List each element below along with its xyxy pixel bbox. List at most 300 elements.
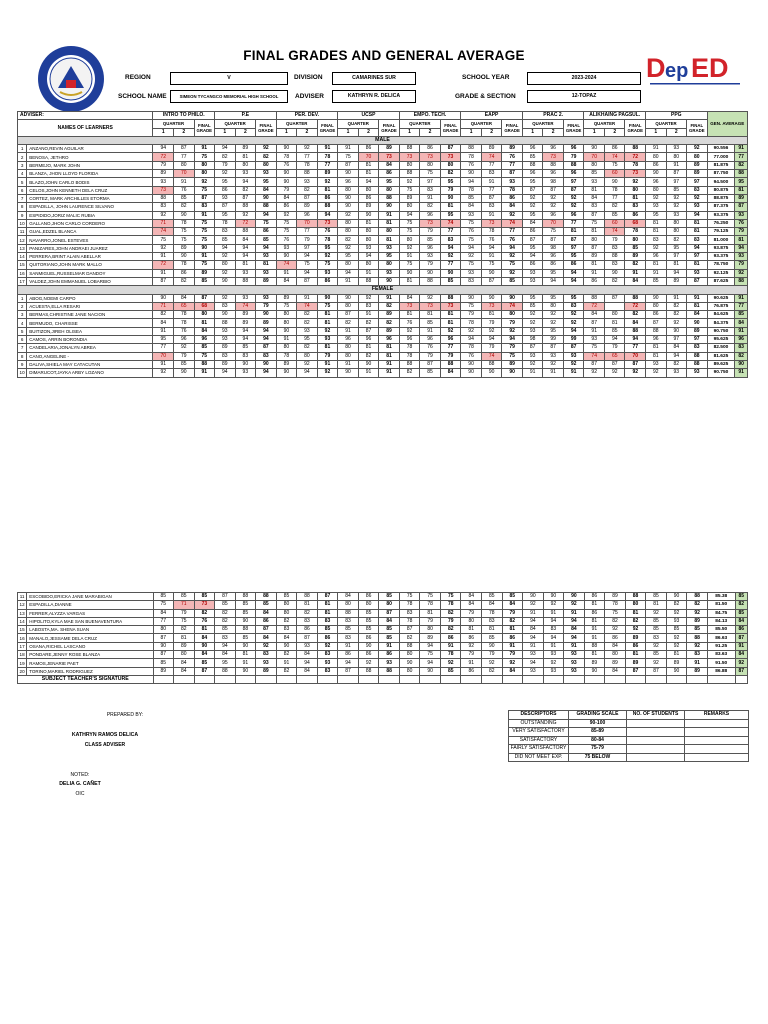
final-grade-cell: 74 bbox=[440, 219, 461, 227]
learner-name: ESPADILLA,DIANNE bbox=[27, 601, 153, 609]
final-grade-cell: 75 bbox=[317, 302, 338, 310]
final-grade-cell: 96 bbox=[379, 336, 400, 344]
quarter-grade-cell: 82 bbox=[605, 617, 626, 625]
quarter-grade-cell: 85 bbox=[358, 626, 379, 634]
student-row bbox=[18, 261, 748, 269]
adviser-label: ADVISER bbox=[295, 93, 324, 100]
general-average-final-cell: 81 bbox=[735, 236, 748, 244]
quarter-grade-cell: 81 bbox=[604, 319, 625, 327]
quarter-grade-cell: 85 bbox=[522, 302, 543, 310]
final-grade-cell: 68 bbox=[625, 219, 646, 227]
quarter-grade-cell: 91 bbox=[543, 609, 564, 617]
final-grade-cell: 88 bbox=[194, 360, 215, 368]
learner-name: RAMOS,JENARIE PAET bbox=[27, 659, 153, 667]
quarter-grade-cell: 98 bbox=[543, 178, 564, 186]
quarter-1-header: 1 bbox=[522, 128, 543, 136]
final-grade-cell: 91 bbox=[317, 360, 338, 368]
quarter-grade-cell: 91 bbox=[235, 659, 256, 667]
descriptor-label: SATISFACTORY bbox=[509, 736, 569, 745]
final-grade-cell: 92 bbox=[563, 311, 584, 319]
quarter-grade-cell: 86 bbox=[338, 651, 359, 659]
final-grade-cell: 95 bbox=[440, 178, 461, 186]
descriptor-label: FAIRLY SATISFACTORY bbox=[509, 745, 569, 754]
quarter-grade-cell: 96 bbox=[646, 253, 667, 261]
quarter-grade-cell: 79 bbox=[153, 161, 174, 169]
final-grade-cell: 92 bbox=[317, 642, 338, 650]
final-grade-cell: 92 bbox=[687, 609, 708, 617]
general-average-final-cell: 91 bbox=[735, 369, 748, 377]
final-grade-cell: 87 bbox=[625, 360, 646, 368]
quarter-grade-cell: 81 bbox=[481, 311, 502, 319]
quarter-grade-cell: 82 bbox=[215, 153, 236, 161]
quarter-grade-cell: 85 bbox=[420, 236, 441, 244]
final-grade-cell: 87 bbox=[194, 667, 215, 675]
final-word: FINAL bbox=[444, 123, 457, 129]
final-grade-cell: 92 bbox=[317, 369, 338, 377]
signature-cell bbox=[687, 675, 708, 683]
quarter-grade-cell: 80 bbox=[646, 153, 667, 161]
final-grade-cell: 93 bbox=[317, 269, 338, 277]
signature-cell bbox=[174, 675, 195, 683]
quarter-grade-cell: 90 bbox=[215, 277, 236, 285]
quarter-grade-cell: 80 bbox=[297, 352, 318, 360]
learner-number: 2 bbox=[18, 302, 27, 310]
quarter-1-header: 1 bbox=[461, 128, 482, 136]
quarter-grade-cell: 93 bbox=[523, 651, 544, 659]
quarter-grade-cell: 88 bbox=[235, 228, 256, 236]
quarter-grade-cell: 93 bbox=[646, 360, 667, 368]
final-grade-cell: 91 bbox=[194, 211, 215, 219]
final-grade-cell: 85 bbox=[625, 244, 646, 252]
final-grade-header bbox=[625, 120, 646, 137]
quarter-grade-cell: 75 bbox=[420, 593, 441, 601]
quarter-grade-cell: 84 bbox=[276, 277, 297, 285]
final-grade-cell: 81 bbox=[317, 186, 338, 194]
final-grade-cell: 92 bbox=[502, 269, 523, 277]
quarter-2-header: 2 bbox=[174, 128, 195, 136]
quarter-grade-cell: 90 bbox=[358, 211, 379, 219]
final-grade-cell: 77 bbox=[317, 161, 338, 169]
final-grade-cell: 84 bbox=[256, 609, 277, 617]
quarter-2-header: 2 bbox=[543, 128, 564, 136]
learner-number: 5 bbox=[18, 178, 27, 186]
quarter-grade-cell: 78 bbox=[604, 186, 625, 194]
general-average-cell: 95.625 bbox=[707, 336, 735, 344]
quarter-grade-cell: 74 bbox=[153, 228, 174, 236]
quarter-grade-cell: 87 bbox=[399, 626, 420, 634]
quarter-grade-cell: 79 bbox=[481, 319, 502, 327]
learner-name: NAVARRO,JONEL ESTEVES bbox=[27, 236, 153, 244]
final-grade-cell: 81 bbox=[379, 344, 400, 352]
general-average-cell: 90.556 bbox=[707, 145, 735, 153]
quarter-grade-cell: 82 bbox=[297, 186, 318, 194]
quarter-grade-cell: 90 bbox=[481, 269, 502, 277]
quarter-grade-cell: 91 bbox=[481, 253, 502, 261]
quarter-grade-cell: 96 bbox=[420, 336, 441, 344]
student-count-cell bbox=[627, 753, 685, 762]
quarter-grade-cell: 86 bbox=[543, 261, 564, 269]
final-grade-cell: 84 bbox=[625, 277, 646, 285]
quarter-grade-cell: 81 bbox=[399, 277, 420, 285]
quarter-grade-cell: 89 bbox=[153, 170, 174, 178]
general-average-cell: 93.875 bbox=[707, 244, 735, 252]
final-grade-cell: 76 bbox=[502, 236, 523, 244]
quarter-grade-cell: 87 bbox=[543, 344, 564, 352]
remarks-cell bbox=[685, 753, 749, 762]
learner-name: PERRERA,BRINT ALAIN ABELLAR bbox=[27, 253, 153, 261]
quarter-grade-cell: 78 bbox=[297, 161, 318, 169]
quarter-grade-cell: 88 bbox=[522, 161, 543, 169]
quarter-grade-cell: 96 bbox=[522, 170, 543, 178]
general-average-cell: 93.375 bbox=[707, 211, 735, 219]
final-grade-cell: 72 bbox=[625, 302, 646, 310]
quarter-grade-cell: 82 bbox=[399, 369, 420, 377]
quarter-grade-cell: 90 bbox=[276, 642, 297, 650]
quarter-grade-cell: 79 bbox=[604, 236, 625, 244]
final-grade-cell: 74 bbox=[502, 302, 523, 310]
quarter-grade-cell: 79 bbox=[461, 311, 482, 319]
learner-number: 18 bbox=[18, 651, 27, 659]
quarter-grade-cell: 89 bbox=[399, 194, 420, 202]
quarter-grade-cell: 78 bbox=[605, 601, 626, 609]
quarter-grade-cell: 94 bbox=[338, 269, 359, 277]
quarter-grade-cell: 82 bbox=[276, 651, 297, 659]
general-average-cell: 91.25 bbox=[707, 642, 735, 650]
quarter-grade-cell: 80 bbox=[358, 236, 379, 244]
final-grade-cell: 86 bbox=[502, 634, 523, 642]
general-average-cell: 94.500 bbox=[707, 178, 735, 186]
quarter-grade-cell: 87 bbox=[297, 634, 318, 642]
signature-cell bbox=[276, 675, 297, 683]
final-grade-cell: 94 bbox=[687, 211, 708, 219]
quarter-grade-cell: 92 bbox=[358, 294, 379, 302]
quarter-grade-cell: 79 bbox=[420, 617, 441, 625]
quarter-grade-cell: 85 bbox=[666, 626, 687, 634]
quarter-grade-cell: 90 bbox=[584, 145, 605, 153]
final-grade-cell: 88 bbox=[625, 145, 646, 153]
quarter-grade-cell: 94 bbox=[297, 269, 318, 277]
quarter-grade-cell: 80 bbox=[276, 601, 297, 609]
descriptor-row bbox=[509, 753, 749, 762]
quarter-grade-cell: 80 bbox=[276, 609, 297, 617]
signature-cell bbox=[584, 675, 605, 683]
learner-number: 10 bbox=[18, 219, 27, 227]
final-word: FINAL bbox=[567, 123, 580, 129]
quarter-grade-cell: 89 bbox=[174, 642, 195, 650]
final-grade-cell: 81 bbox=[687, 219, 708, 227]
general-average-cell: 82.500 bbox=[707, 344, 735, 352]
quarter-grade-cell: 82 bbox=[399, 634, 420, 642]
general-average-cell: 81.875 bbox=[707, 161, 735, 169]
quarter-grade-cell: 87 bbox=[584, 360, 605, 368]
subject-header: PRAC 2. bbox=[522, 112, 584, 120]
section-label: MALE bbox=[18, 136, 748, 144]
quarter-grade-cell: 87 bbox=[297, 194, 318, 202]
learner-name: TORINO,MARIEL RODRIGUEZ bbox=[27, 667, 153, 675]
final-grade-cell: 83 bbox=[194, 203, 215, 211]
student-row bbox=[18, 244, 748, 252]
quarter-grade-cell: 90 bbox=[276, 253, 297, 261]
learner-name: ANZANO,REVIN AGUILAR bbox=[27, 145, 153, 153]
quarter-grade-cell: 87 bbox=[338, 161, 359, 169]
quarter-grade-cell: 85 bbox=[235, 601, 256, 609]
quarter-grade-cell: 91 bbox=[338, 327, 359, 335]
quarter-grade-cell: 93 bbox=[235, 269, 256, 277]
final-grade-cell: 97 bbox=[687, 336, 708, 344]
grade-word: GRADE bbox=[258, 128, 274, 134]
quarter-grade-cell: 85 bbox=[215, 236, 236, 244]
quarter-grade-cell: 96 bbox=[338, 178, 359, 186]
quarter-grade-cell: 90 bbox=[604, 178, 625, 186]
final-grade-cell: 86 bbox=[317, 194, 338, 202]
learner-number: 11 bbox=[18, 228, 27, 236]
final-grade-cell: 81 bbox=[379, 352, 400, 360]
quarter-grade-cell: 91 bbox=[358, 269, 379, 277]
final-grade-cell: 92 bbox=[440, 327, 461, 335]
quarter-grade-cell: 87 bbox=[215, 593, 236, 601]
quarter-grade-cell: 80 bbox=[338, 186, 359, 194]
quarter-grade-cell: 80 bbox=[235, 161, 256, 169]
quarter-grade-cell: 94 bbox=[215, 369, 236, 377]
quarter-grade-cell: 78 bbox=[174, 261, 195, 269]
subject-header: ALIKHAING PAGSUL. bbox=[584, 112, 646, 120]
grade-word: GRADE bbox=[442, 128, 459, 134]
learner-name: ESPIDIDO,JORIZ MALIC RUBIA bbox=[27, 211, 153, 219]
quarter-grade-cell: 87 bbox=[235, 194, 256, 202]
final-grade-cell: 86 bbox=[379, 170, 400, 178]
learner-number: 16 bbox=[18, 634, 27, 642]
quarter-grade-cell: 73 bbox=[420, 219, 441, 227]
quarter-grade-cell: 82 bbox=[297, 311, 318, 319]
quarter-grade-cell: 92 bbox=[522, 319, 543, 327]
signature-cell bbox=[461, 675, 482, 683]
final-grade-cell: 79 bbox=[502, 344, 523, 352]
final-grade-cell: 83 bbox=[687, 344, 708, 352]
quarter-grade-cell: 86 bbox=[358, 651, 379, 659]
grades-table bbox=[17, 111, 748, 378]
quarter-header: QUARTER bbox=[153, 120, 194, 128]
final-grade-cell: 90 bbox=[379, 277, 400, 285]
quarter-grade-cell: 83 bbox=[235, 352, 256, 360]
quarter-grade-cell: 73 bbox=[481, 219, 502, 227]
student-row bbox=[18, 651, 748, 659]
general-average-cell: 79.125 bbox=[707, 228, 735, 236]
final-grade-cell: 86 bbox=[440, 634, 461, 642]
quarter-grade-cell: 99 bbox=[543, 336, 564, 344]
quarter-grade-cell: 81 bbox=[399, 311, 420, 319]
quarter-grade-cell: 75 bbox=[276, 302, 297, 310]
learner-number: 15 bbox=[18, 261, 27, 269]
quarter-grade-cell: 91 bbox=[297, 294, 318, 302]
quarter-grade-cell: 96 bbox=[543, 145, 564, 153]
descriptors-header: GRADING SCALE bbox=[569, 711, 627, 720]
quarter-grade-cell: 80 bbox=[666, 219, 687, 227]
learner-name: VALDEZ,JOHN EMMANUEL LOBARBIO bbox=[27, 277, 153, 285]
quarter-grade-cell: 92 bbox=[215, 253, 236, 261]
quarter-grade-cell: 92 bbox=[543, 601, 564, 609]
quarter-grade-cell: 81 bbox=[666, 261, 687, 269]
quarter-grade-cell: 75 bbox=[338, 153, 359, 161]
final-grade-cell: 92 bbox=[317, 253, 338, 261]
student-row bbox=[18, 369, 748, 377]
final-grade-cell: 76 bbox=[194, 617, 215, 625]
quarter-grade-cell: 80 bbox=[666, 153, 687, 161]
final-grade-cell: 88 bbox=[625, 593, 646, 601]
student-row bbox=[18, 253, 748, 261]
remarks-cell bbox=[685, 728, 749, 737]
general-average-final-cell: 84 bbox=[735, 617, 747, 625]
final-grade-cell: 97 bbox=[687, 253, 708, 261]
quarter-grade-cell: 78 bbox=[481, 228, 502, 236]
quarter-grade-cell: 91 bbox=[338, 277, 359, 285]
final-grade-cell: 85 bbox=[379, 626, 400, 634]
noted-label: NOTED: bbox=[70, 772, 90, 778]
student-row bbox=[18, 194, 748, 202]
quarter-grade-cell: 85 bbox=[646, 617, 667, 625]
quarter-grade-cell: 90 bbox=[235, 360, 256, 368]
quarter-grade-cell: 74 bbox=[604, 228, 625, 236]
quarter-grade-cell: 79 bbox=[461, 651, 482, 659]
final-grade-cell: 90 bbox=[502, 294, 523, 302]
quarter-grade-cell: 83 bbox=[358, 302, 379, 310]
quarter-grade-cell: 89 bbox=[153, 667, 174, 675]
final-grade-cell: 81 bbox=[256, 261, 277, 269]
general-average-final-cell: 87 bbox=[735, 203, 748, 211]
signature-cell bbox=[215, 675, 236, 683]
signature-cell bbox=[543, 675, 564, 683]
quarter-grade-cell: 70 bbox=[174, 170, 195, 178]
quarter-header: QUARTER bbox=[215, 120, 256, 128]
quarter-grade-cell: 76 bbox=[276, 236, 297, 244]
final-grade-cell: 85 bbox=[194, 659, 215, 667]
final-grade-cell: 90 bbox=[256, 311, 277, 319]
final-grade-cell: 84 bbox=[256, 186, 277, 194]
quarter-grade-cell: 84 bbox=[461, 601, 482, 609]
final-grade-cell: 79 bbox=[440, 617, 461, 625]
descriptors-header: REMARKS bbox=[685, 711, 749, 720]
quarter-grade-cell: 83 bbox=[482, 617, 503, 625]
quarter-grade-cell: 86 bbox=[358, 634, 379, 642]
section-row bbox=[18, 286, 748, 294]
quarter-grade-cell: 96 bbox=[420, 244, 441, 252]
quarter-grade-cell: 87 bbox=[584, 211, 605, 219]
general-average-final-cell: 79 bbox=[735, 261, 748, 269]
quarter-grade-cell: 80 bbox=[461, 617, 482, 625]
quarter-grade-cell: 90 bbox=[235, 642, 256, 650]
quarter-grade-cell: 83 bbox=[297, 617, 318, 625]
final-grade-cell: 84 bbox=[379, 161, 400, 169]
learner-number: 19 bbox=[18, 659, 27, 667]
quarter-grade-cell: 73 bbox=[153, 186, 174, 194]
general-average-final-cell: 85 bbox=[735, 609, 747, 617]
quarter-grade-cell: 84 bbox=[605, 642, 626, 650]
student-row bbox=[18, 336, 748, 344]
final-grade-cell: 87 bbox=[440, 145, 461, 153]
final-grade-cell: 73 bbox=[440, 153, 461, 161]
quarter-grade-cell: 89 bbox=[215, 360, 236, 368]
final-grade-cell: 81 bbox=[687, 228, 708, 236]
quarter-grade-cell: 78 bbox=[399, 601, 420, 609]
quarter-grade-cell: 91 bbox=[523, 609, 544, 617]
final-grade-cell: 93 bbox=[256, 659, 277, 667]
quarter-grade-cell: 79 bbox=[174, 352, 195, 360]
quarter-grade-cell: 75 bbox=[420, 651, 441, 659]
final-grade-cell: 89 bbox=[687, 161, 708, 169]
student-row bbox=[18, 360, 748, 368]
general-average-cell: 77.000 bbox=[707, 153, 735, 161]
final-grade-cell: 94 bbox=[256, 327, 277, 335]
quarter-grade-cell: 74 bbox=[604, 153, 625, 161]
quarter-grade-cell: 91 bbox=[399, 253, 420, 261]
quarter-grade-cell: 90 bbox=[338, 369, 359, 377]
final-grade-cell: 78 bbox=[440, 651, 461, 659]
quarter-grade-cell: 76 bbox=[461, 161, 482, 169]
quarter-grade-cell: 87 bbox=[584, 244, 605, 252]
grading-scale: 80-84 bbox=[569, 736, 627, 745]
general-average-cell: 92.125 bbox=[707, 269, 735, 277]
subject-header: EMPO. TECH. bbox=[399, 112, 461, 120]
quarter-grade-cell: 80 bbox=[338, 228, 359, 236]
learner-name: BERMAS,CHRISTINE JANE NACION bbox=[27, 311, 153, 319]
quarter-grade-cell: 87 bbox=[522, 186, 543, 194]
quarter-grade-cell: 94 bbox=[666, 269, 687, 277]
quarter-grade-cell: 83 bbox=[215, 634, 236, 642]
quarter-grade-cell: 82 bbox=[338, 319, 359, 327]
quarter-grade-cell: 72 bbox=[235, 219, 256, 227]
quarter-grade-cell: 88 bbox=[338, 609, 359, 617]
quarter-grade-cell: 88 bbox=[399, 170, 420, 178]
final-grade-cell: 94 bbox=[687, 244, 708, 252]
quarter-grade-cell: 86 bbox=[358, 593, 379, 601]
quarter-grade-cell: 88 bbox=[399, 360, 420, 368]
learner-number: 14 bbox=[18, 253, 27, 261]
final-grade-cell: 92 bbox=[687, 145, 708, 153]
learner-number: 3 bbox=[18, 311, 27, 319]
subject-header: PER. DEV. bbox=[276, 112, 338, 120]
final-grade-cell: 93 bbox=[256, 294, 277, 302]
quarter-grade-cell: 90 bbox=[523, 593, 544, 601]
quarter-grade-cell: 96 bbox=[543, 211, 564, 219]
final-grade-cell: 92 bbox=[194, 178, 215, 186]
quarter-grade-cell: 87 bbox=[481, 194, 502, 202]
quarter-grade-cell: 95 bbox=[215, 178, 236, 186]
quarter-grade-cell: 94 bbox=[235, 327, 256, 335]
quarter-header: QUARTER bbox=[338, 120, 379, 128]
quarter-grade-cell: 93 bbox=[358, 244, 379, 252]
quarter-grade-cell: 86 bbox=[522, 228, 543, 236]
final-grade-cell: 87 bbox=[194, 194, 215, 202]
quarter-grade-cell: 94 bbox=[523, 617, 544, 625]
quarter-grade-cell: 94 bbox=[297, 253, 318, 261]
quarter-grade-cell: 90 bbox=[543, 593, 564, 601]
quarter-grade-cell: 73 bbox=[543, 153, 564, 161]
final-grade-cell: 92 bbox=[502, 327, 523, 335]
quarter-grade-cell: 82 bbox=[276, 667, 297, 675]
adviser-header-label: ADVISER: bbox=[18, 112, 153, 120]
final-grade-cell: 83 bbox=[317, 667, 338, 675]
quarter-grade-cell: 88 bbox=[420, 277, 441, 285]
quarter-grade-cell: 88 bbox=[153, 194, 174, 202]
quarter-grade-cell: 87 bbox=[543, 236, 564, 244]
quarter-grade-cell: 94 bbox=[543, 634, 564, 642]
quarter-grade-cell: 84 bbox=[276, 194, 297, 202]
signature-cell bbox=[523, 675, 544, 683]
learner-number: 1 bbox=[18, 294, 27, 302]
names-of-learners-header: NAMES OF LEARNERS bbox=[18, 120, 153, 137]
quarter-grade-cell: 91 bbox=[153, 269, 174, 277]
final-grade-cell: 92 bbox=[256, 642, 277, 650]
subject-header: PPG bbox=[646, 112, 708, 120]
